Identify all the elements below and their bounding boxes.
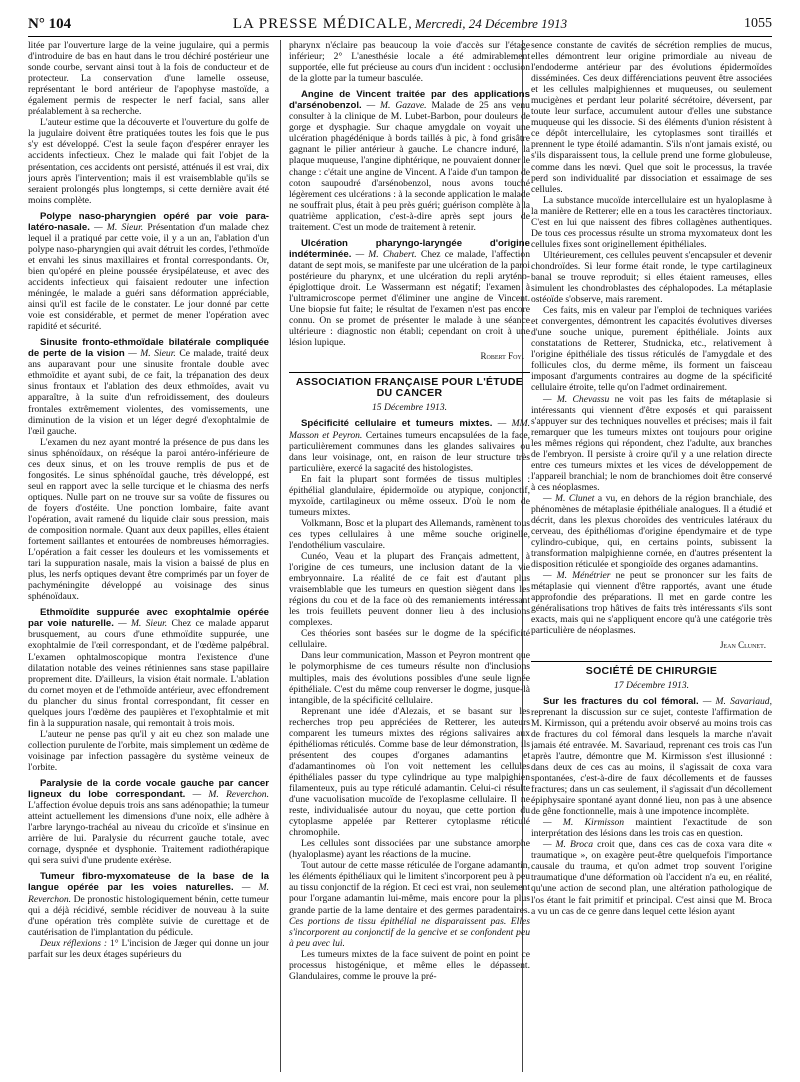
paragraph-text: 1° L'incision de Jæger qui donne un jour parfait sur les deux étages supérieurs du [28, 937, 269, 960]
report-text: Chez ce malade apparut brusquement, au cours d'une ethmoïdite suppurée, une exophtalmie de l'œil correspondant, et de l'œdème palpébral. L'examen ophtalmoscopique montra l'existence d'une dilatation notable des veines rétiniennes sans stase papillaire proprement dite. D'ailleurs, la vision était normale. L'ablation du cornet moyen et de l'ethmoïde antérieur, avec effondrement du plancher du sinus frontal correspondant, fit cesser en quelques jours l'œdème des paupières et l'exophtalmie et mit fin à la suppuration nasale, qui remontait à trois mois. [28, 618, 269, 729]
discussant: — M. Kirmisson [543, 817, 625, 829]
report-ulceration [289, 238, 530, 348]
paragraph [289, 860, 530, 948]
journal-title [28, 16, 772, 33]
paragraph: Ces théories sont basées sur le dogme de la spécificité cellulaire. [289, 628, 530, 651]
issue-date: , Mercredi, 24 Décembre 1913 [408, 16, 568, 31]
report-text: Ce malade, traité deux ans auparavant pour une sinusite frontale double avec ethmoïdite et ayant subi, de ce fait, la trépanation des deux sinus frontaux et l'ablation des deux ethmoïdes, avait vu apparaître, à la suite d'un refroidissement, des douleurs frontales extrêmement violentes, des vomissements, une diminution de la vision et un léger degré d'exophtalmie de l'œil gauche. [28, 348, 269, 437]
column-divider-1 [280, 40, 281, 1072]
discussion-text: maintient l'exactitude de son interprétation des lésions dans les trois cas en question. [531, 817, 772, 840]
paragraph: En fait la plupart sont formées de tissus multiples : épithélial glandulaire, épidermoïde ou atypique, conjonctif, myxoïde, cartilagineux ou même osseux. D'où le nom de tumeurs mixtes. [289, 473, 530, 518]
paragraph-italic: Ces portions de tissu épithélial ne disparaissent pas. Elles s'incorporent au conjonctif de la gencive et se confondent peu à peu avec lui. [289, 915, 530, 949]
report-tumeur [28, 871, 269, 937]
signature: Jean Clunet. [720, 639, 766, 650]
report-title: Tumeur fibro-myxomateuse de la base de la langue opérée par les voies naturelles. [28, 871, 269, 894]
report-title: Spécificité cellulaire et tumeurs mixtes. [301, 418, 493, 430]
paragraph: pharynx n'éclaire pas beaucoup la voie d'accès sur l'étage inférieur; 2° L'anesthésie locale a été admirablement supportée, elle fut précieuse au cours d'un incident : occlusion de la glotte par la tumeur basculée. [289, 40, 530, 85]
report-title: Paralysie de la corde vocale gauche par cancer ligneux du lobe correspondant. [28, 778, 269, 801]
issue-number: N° 104 [28, 16, 72, 32]
paragraph: Volkmann, Bosc et la plupart des Allemands, ramènent tous ces types cellulaires à une même souche originelle, l'endothélium vasculaire. [289, 517, 530, 551]
report-author: — M. Gazave. [366, 100, 427, 112]
discussion-chevassu [531, 394, 772, 493]
paragraph [28, 938, 269, 960]
paragraph: L'auteur ne pense pas qu'il y ait eu chez son malade une collection purulente de l'orbite, mais simplement un œdème de voisinage par infection passagère du système veineux de l'orbite. [28, 728, 269, 773]
report-author: — M. Sieur. [128, 348, 176, 360]
discussion-menetrier [531, 570, 772, 636]
discussant: — M. Ménétrier [543, 570, 611, 582]
discussion-kirmisson [531, 817, 772, 839]
report-text: Chez ce malade, l'affection datant de sept mois, se manifeste par une ulcération de la paroi postérieure du pharynx, et une ulcération du repli aryténo-épiglottique droit. Le Wassermann est négatif; l'examen à l'ultramicroscope permet d'éliminer une angine de Vincent. Une biopsie fut faite; le résultat de l'examen n'est pas encore connu. On se promet de présenter le malade à une séance ultérieure : diagnostic non établi; cependant on croit à une lésion lupique. [289, 248, 530, 349]
report-polype [28, 211, 269, 333]
report-author: — M. Reverchon. [192, 789, 269, 801]
report-title: Angine de Vincent traitée par des applications d'arsénobenzol. [289, 89, 530, 112]
report-author: — M. Reverchon. [28, 882, 269, 905]
paragraph: litée par l'ouverture large de la veine jugulaire, qui a permis d'introduire de bas en haut dans le trou déchiré postérieur une sonde courbe, servant ainsi tout à la fois de conducteur et de protecteur. La conservation d'une lamelle osseuse, représentant le bord antérieur de l'apophyse mastoïde, a également permis de respecter le nerf facial, sans aller préalablement à sa recherche. [28, 40, 269, 118]
paragraph-lead: Deux réflexions : [40, 937, 108, 949]
report-text: De pronostic histologiquement bénin, cette tumeur qui a déjà récidivé, semble récidiver de nouveau à la suite d'une opération très complète suivie de curettage et de cautérisation de l'implantation du pédicule. [28, 893, 269, 938]
paragraph: La substance mucoïde intercellulaire est un hyaloplasme à la manière de Retterer; elle en a tous les caractères tinctoriaux. C'est en lui que naissent des fibres collagènes authentiques. De tous ces processus résulte un stroma myxomateux dont les cellules fixes sont originellement épithéliales. [531, 194, 772, 250]
signature: Robert Foy. [480, 351, 524, 362]
discussant: — M. Clunet [543, 492, 595, 504]
report-sinusite [28, 337, 269, 436]
report-author: — M. Chabert. [355, 248, 417, 260]
paragraph: Ultérieurement, ces cellules peuvent s'encapsuler et devenir chondroïdes. Si leur forme était ronde, le type cartilagineux banal se trouve reproduit; si elles étaient rameuses, elles simulent les chondroblastes des céphalopodes. La métaplasie ostéoïde s'observe, mais rarement. [531, 249, 772, 306]
paragraph: Cunéo, Veau et la plupart des Français admettent, à l'origine de ces tumeurs, une inclusion datant de la vie embryonnaire. La réalité de ce fait est d'autant plus vraisemblable que les tumeurs en question siègent dans les régions du cou et de la face où des remaniements intéressant les trois feuillets peuvent donner lieu à des inclusions complexes. [289, 551, 530, 629]
report-author: — MM. Masson et Peyron. [289, 418, 530, 441]
report-ethmoidite [28, 607, 269, 729]
report-title: Sur les fractures du col fémoral. [543, 695, 699, 707]
report-fractures [531, 696, 772, 818]
paragraph-text: Tout autour de cette masse réticulée de l'organe adamantin, les éléments épithéliaux qui le limitent s'incorporent peu à peu au tissu conjonctif de la région. Et ceci est vrai, non seulement pour l'organe adamantin lui-même, mais encore pour la plus grande partie de la lame dentaire et des germes paradentaires. [289, 860, 530, 916]
report-title: Sinusite fronto-ethmoïdale bilatérale compliquée de perte de la vision [28, 337, 269, 360]
journal-name: LA PRESSE MÉDICALE [232, 16, 409, 32]
discussant: — M. Broca [543, 839, 594, 851]
page-number: 1055 [744, 16, 772, 31]
discussion-clunet [531, 493, 772, 570]
paragraph: sence constante de cavités de sécrétion remplies de mucus, elles démontrent leur origine primordiale au niveau de l'endoderme antérieur par des évolutions épidermoïdes disséminées. Ces deux différenciations peuvent être associées et les cellules malpighiennes et muqueuses, ou seulement mucigènes et perdant leur polarité sécrétoire, déversent, par toute leur surface, accumulent autour d'elles une substance muqueuse qui les dissocie. Si des éléments d'union résistent à ce dépôt intercellulaire, les cytoplasmes sont tiraillés et prennent le type étoilé adamantin. S'ils n'ont jamais existé, ou s'ils disparaissent tous, la cellule prend une forme globuleuse, comme dans les nœvi. Quel que soit le processus, la travée perd son individualité par dissociation et essaimage de ses cellules. [531, 40, 772, 195]
report-angine [289, 89, 530, 233]
column-1 [28, 40, 269, 1076]
paragraph: Les cellules sont dissociées par une substance amorphe (hyaloplasme) ayant les réactions de la mucine. [289, 838, 530, 861]
discussion-text: ne voit pas les faits de métaplasie si intéressants qui viennent d'être exposés et qui paraissent s'appuyer sur des techniques nouvelles et précises; mais il fait remarquer que les tumeurs mixtes ont toujours pour origine les mêmes régions qui répondent, chez l'adulte, aux branches de l'embryon. Il persiste à croire qu'il y a une relation directe entre ces tumeurs mixtes et les vices de développement de l'appareil branchial; le nom de branchiomes doit être conservé à ces néoplasmes. [531, 393, 772, 493]
discussion-text: croit que, dans ces cas de coxa vara dite « traumatique », on exagère peut-être quelquefois l'importance causale du trauma, et qu'on admet trop souvent l'origine traumatique d'une déformation où l'accident n'a eu, en réalité, qu'une action de second plan, une altération pathologique de l'os étant le fait primitif et principal. C'est ainsi que M. Broca a vu un cas de ce genre dans lequel cette lésion ayant [531, 839, 772, 917]
discussant: — M. Chevassu [543, 393, 610, 405]
report-title: Polype naso-pharyngien opéré par voie para-latéro-nasale. [28, 210, 269, 233]
discussion-broca [531, 839, 772, 916]
report-author: — M. Sieur. [118, 618, 168, 630]
report-paralysie [28, 778, 269, 866]
section-title: SOCIÉTÉ DE CHIRURGIE [531, 661, 772, 677]
paragraph: Dans leur communication, Masson et Peyron montrent que le polymorphisme de ces tumeurs résulte non d'inclusions multiples, mais des évolutions possibles d'une seule lignée épithéliale. C'est du même coup renverser le dogme, jusque-là intangible, de la spécificité cellulaire. [289, 650, 530, 706]
paragraph: Reprenant une idée d'Alezais, et se basant sur les recherches trop peu appréciées de Retterer, les auteurs comparent les tumeurs mixtes des régions salivaires aux épithéliomas réticulés. Comme base de leur démonstration, ils présentent des coupes d'organes adamantins et d'adamantinomes où l'on voit nettement les cellules épithéliales passer du type cylindrique au type malpighien filamenteux, puis au type réticulé adamantin. Celui-ci résulte d'une vacuolisation mucoïde de l'exoplasme cellulaire. Il ne reste, individualisée autour du noyau, que cette portion du cytoplasme appelée par Retterer cytoplasme réticulé chromophile. [289, 705, 530, 839]
report-text: L'affection évolue depuis trois ans sans adénopathie; la tumeur atteint actuellement les dimensions d'une noix, elle adhère à l'arbre laryngo-trachéal au niveau du cricoïde et s'insinue en arrière de lui. Paralysie du récurrent gauche totale, avec cornage, dyspnée et dysphonie. Traitement radiothérapique qui sera suivi d'une prudente exérèse. [28, 800, 269, 867]
column-3 [531, 40, 772, 1076]
column-2 [289, 40, 530, 1076]
section-date: 17 Décembre 1913. [613, 679, 690, 691]
report-specificite [289, 418, 530, 473]
paragraph: L'examen du nez ayant montré la présence de pus dans les sinus sphénoïdaux, on réséque la paroi antéro-inférieure de ces deux sinus, et on les trouve remplis de pus et de fongosités. Le sinus sphénoïdal gauche, très développé, est seul en rapport avec la selle turcique et le chiasma des nerfs optiques. Nulle part on ne trouve sur sa voûte de fissures ou de foyers d'ostéite. Une ponction lombaire, faite avant l'opération, avait ramené du liquide clair sous pression, mais de composition normale. Quant aux deux papilles, elles étaient fortement saillantes et entourées de nombreuses hémorragies. L'opération a fait cesser les douleurs et les vomissements et tari la suppuration nasale, mais la vision a baissé de plus en plus, les nerfs optiques devant être comprimés par un foyer de pachyméningite développé au voisinage des sinus sphénoïdaux. [28, 436, 269, 603]
report-text: reprenant la discussion sur ce sujet, conteste l'affirmation de M. Kirmisson, qui a prétendu avoir observé au moins trois cas de fractures du col fémoral dans lesquels la marche n'avait jamais été entravée. M. Savariaud, reprenant ces trois cas l'un après l'autre, démontre que M. Kirmisson s'est illusionné : dans deux de ces cas au moins, il s'agissait de coxa vara spontanées, c'est-à-dire de faux décollements et de fausses fractures; dans un cas seulement, il s'agissait d'un décollement épiphysaire spontané ayant donné lieu, non pas à une absence de gêne fonctionnelle, mais à une impotence incomplète. [531, 706, 772, 818]
discussion-text: a vu, en dehors de la région branchiale, des phénomènes de métaplasie épithéliale analogues. Il a étudié et décrit, dans les plexus choroïdes des ventricules latéraux du cerveau, des épithéliomas d'origine épendymaire et de type cylindro-cubique, qui, en certains points, subissent la transformation malpighienne cornée, en d'autres présentent la disposition réticulée et spongioïde des organes adamantins. [531, 492, 772, 571]
report-text: Présentation d'un malade chez lequel il a pratiqué par cette voie, il y a un an, l'ablation d'un polype naso-pharyngien qui avait détruit les cordes, l'ethmoïde et envahi les sinus maxillaires et frontal correspondants. Or, bien qu'opéré en pleine poussée érysipélateuse, et avec des accidents infectieux qui faisaient redouter une infection méningée, le malade a guéri sans déformation appréciable, ainsi qu'il est facile de le constater. Le jour donné par cette voie est considérable, et permet de mener l'opération avec rapidité et sécurité. [28, 221, 269, 333]
paragraph: L'auteur estime que la découverte et l'ouverture du golfe de la jugulaire doivent être pratiquées toutes les fois que le pus s'y est développé. C'est la seule façon d'espérer enrayer les accidents infectieux. Chez le malade qui fait l'objet de la présentation, ces accidents ont persisté, atténués il est vrai, dix jours après l'intervention; mais il est vraisemblable qu'ils se seraient prolongés plus longtemps, si cette dernière avait été moins complète. [28, 117, 269, 206]
report-title: Ulcération pharyngo-laryngée d'origine indéterminée. [289, 237, 530, 260]
paragraph: Les tumeurs mixtes de la face suivent de point en point ce processus histogénique, et même elles le dépassent. Glandulaires, comme le prouve la pré- [289, 948, 530, 982]
running-header [28, 10, 772, 37]
report-title: Ethmoïdite suppurée avec exophtalmie opérée par voie naturelle. [28, 607, 269, 630]
section-title: ASSOCIATION FRANÇAISE POUR L'ÉTUDE DU CANCER [289, 372, 530, 399]
report-text: Certaines tumeurs encapsulées de la face, particulièrement communes dans les glandes salivaires ou dans leur voisinage, ont, en raison de leur structure très particulière, exercé la sagacité des histologistes. [289, 429, 530, 474]
section-date: 15 Décembre 1913. [371, 402, 448, 414]
discussion-text: ne peut se prononcer sur les faits de métaplasie qui viennent d'être rapportés, avant une étude approfondie des préparations. Il met en garde contre les généralisations trop hâtives de faits très intéressants s'ils sont exacts, mais qui ne s'appliquent encore qu'à une catégorie très particulière de néoplasmes. [531, 570, 772, 637]
report-text: Malade de 25 ans venu consulter à la clinique de M. Lubet-Barbon, pour douleurs de gorge et dysphagie. Sur chaque amygdale on voyait une ulcération phagédénique à bords taillés à pic, à fond grisâtre gagnant le pilier antérieur à gauche. Le chancre induré, la plaque muqueuse, l'angine diphtérique, ne pouvaient donner le change : c'était une angine de Vincent. A l'aide d'un tampon de coton saupoudré d'arsénobenzol, nous avons touché légèrement ces ulcérations : à la seconde application le malade ne souffrait plus, était à peu près guéri; guérison complète à la quatrième application, c'est-à-dire après sept jours de traitement. C'est un mode de traitement à retenir. [289, 100, 530, 233]
report-author: — M. Savariaud, [702, 695, 772, 707]
paragraph: Ces faits, mis en valeur par l'emploi de techniques variées et convergentes, démontrent les capacités évolutives diverses d'une souche unique, purement épithéliale. Joints aux constatations de Retterer, Studnicka, etc., relativement à l'origine épithéliale des tissus réticulés de l'amygdale et des follicules clos, du derme même, ils forment un faisceau imposant d'arguments contraires au dogme de la spécificité cellulaire étroite, telle qu'on l'admet ordinairement. [531, 305, 772, 394]
report-author: — M. Sieur. [94, 221, 144, 233]
